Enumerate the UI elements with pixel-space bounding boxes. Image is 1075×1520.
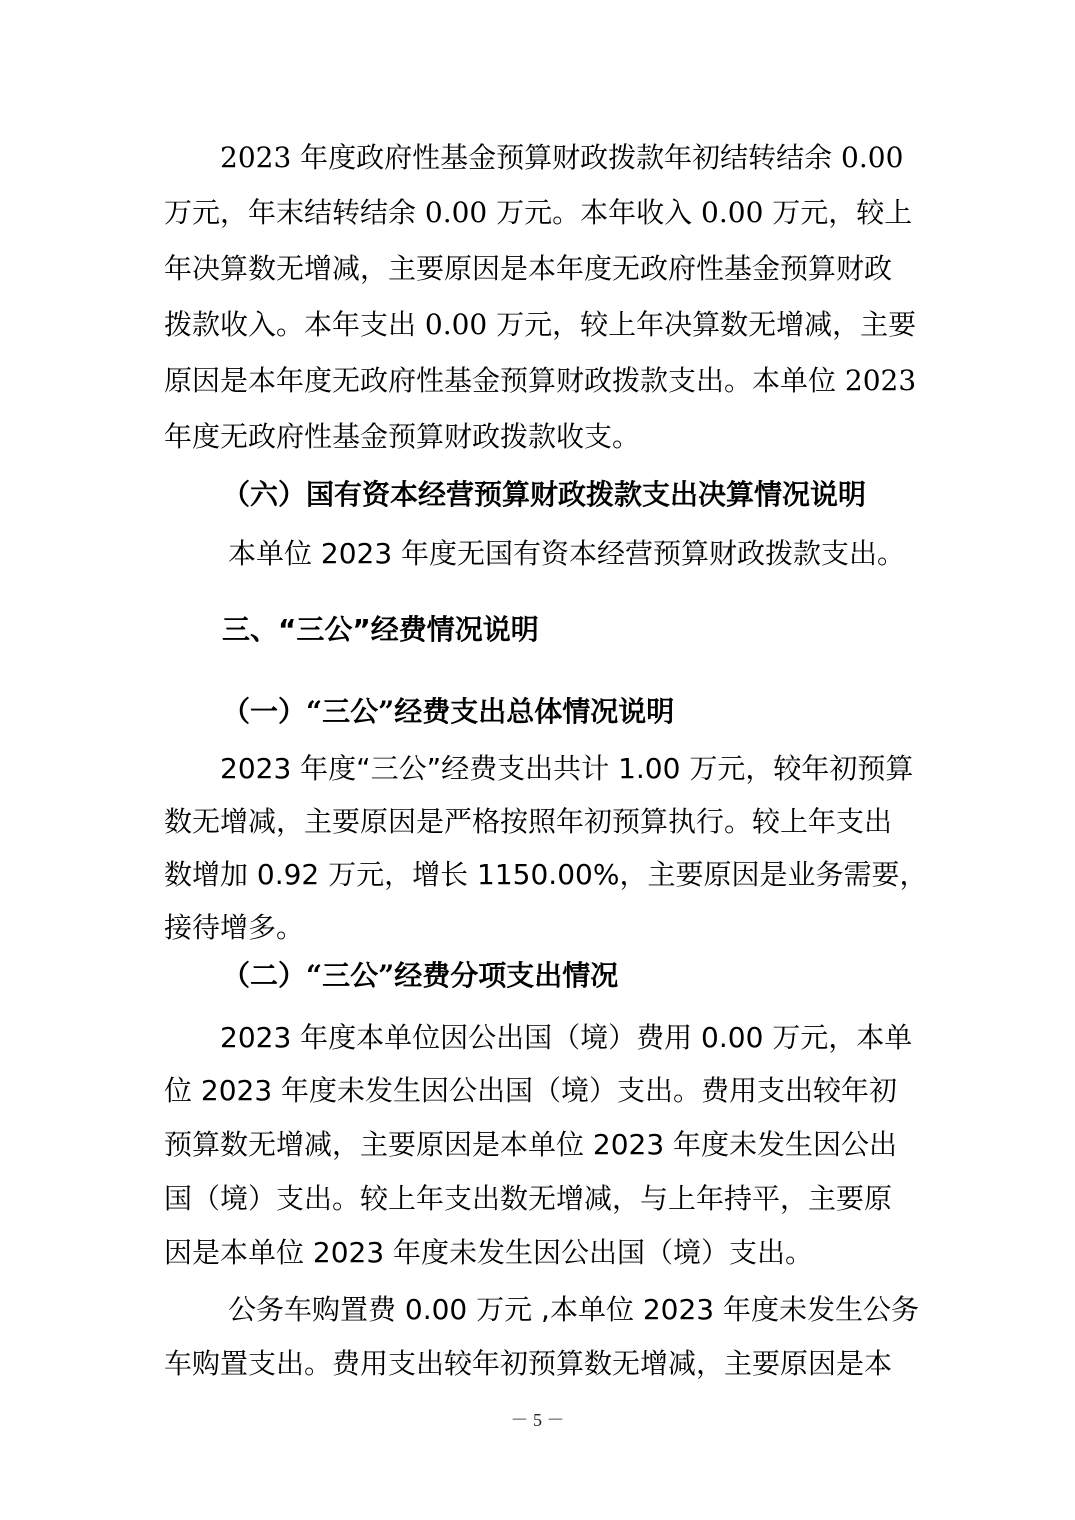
state-capital-heading: （六）国有资本经营预算财政拨款支出决算情况说明 xyxy=(222,478,867,511)
abroad-line-4: 国（境）支出。较上年支出数无增减，与上年持平，主要原 xyxy=(164,1182,893,1215)
itemized-heading: （二）“三公”经费分项支出情况 xyxy=(222,959,619,992)
overall-line-1: 2023 年度“三公”经费支出共计 1.00 万元，较年初预算 xyxy=(220,752,914,785)
vehicle-line-1: 公务车购置费 0.00 万元 ,本单位 2023 年度未发生公务 xyxy=(228,1293,920,1326)
overall-line-2: 数无增减，主要原因是严格按照年初预算执行。较上年支出 xyxy=(164,805,893,838)
three-public-heading: 三、“三公”经费情况说明 xyxy=(222,613,539,646)
overall-line-3: 数增加 0.92 万元，增长 1150.00%，主要原因是业务需要， xyxy=(164,858,928,891)
abroad-line-5: 因是本单位 2023 年度未发生因公出国（境）支出。 xyxy=(164,1236,814,1269)
gov-fund-line-2: 万元，年末结转结余 0.00 万元。本年收入 0.00 万元，较上 xyxy=(164,196,913,229)
gov-fund-line-6: 年度无政府性基金预算财政拨款收支。 xyxy=(164,420,641,453)
state-capital-paragraph: 本单位 2023 年度无国有资本经营预算财政拨款支出。 xyxy=(228,537,906,570)
gov-fund-line-4: 拨款收入。本年支出 0.00 万元，较上年决算数无增减，主要 xyxy=(164,308,917,341)
overall-line-4: 接待增多。 xyxy=(164,911,305,944)
gov-fund-line-1: 2023 年度政府性基金预算财政拨款年初结转结余 0.00 xyxy=(220,141,904,174)
abroad-line-1: 2023 年度本单位因公出国（境）费用 0.00 万元，本单 xyxy=(220,1021,913,1054)
overall-heading: （一）“三公”经费支出总体情况说明 xyxy=(222,695,675,728)
vehicle-line-2: 车购置支出。费用支出较年初预算数无增减，主要原因是本 xyxy=(164,1347,893,1380)
abroad-line-3: 预算数无增减，主要原因是本单位 2023 年度未发生因公出 xyxy=(164,1128,898,1161)
abroad-line-2: 位 2023 年度未发生因公出国（境）支出。费用支出较年初 xyxy=(164,1074,898,1107)
page-number: － 5 － xyxy=(510,1410,565,1430)
gov-fund-line-3: 年决算数无增减，主要原因是本年度无政府性基金预算财政 xyxy=(164,252,893,285)
gov-fund-line-5: 原因是本年度无政府性基金预算财政拨款支出。本单位 2023 xyxy=(164,364,917,397)
